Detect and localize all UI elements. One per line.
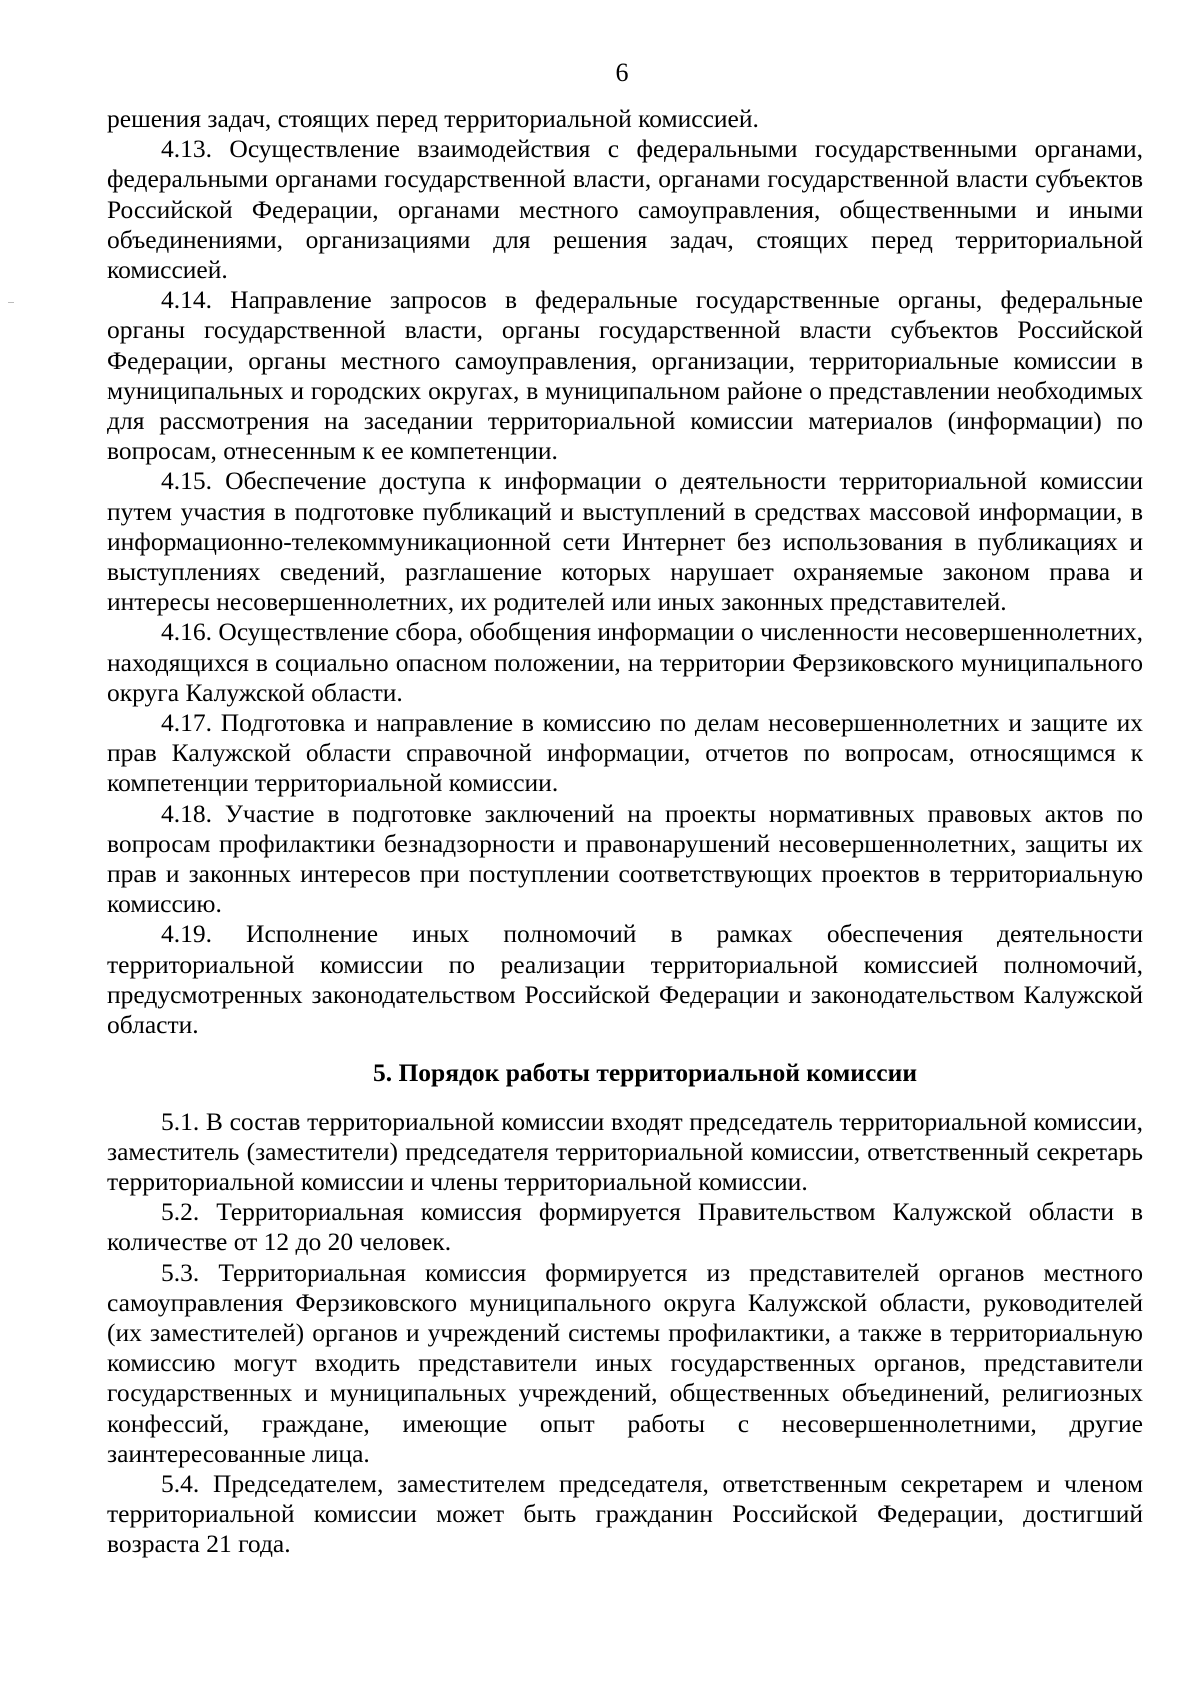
paragraph-4-14: 4.14. Направление запросов в федеральные государственные органы, федеральные органы государственной власти, органы государственной власти субъектов Российской Федерации, органы местного самоуправления, организации, территориальные комиссии в муниципальных и городских округах, в муниципальном районе о представлении необходимых для рассмотрения на заседании территориальной комиссии материалов (информации) по вопросам, отнесенным к ее компетенции. [107, 285, 1143, 466]
paragraph-continuation: решения задач, стоящих перед территориальной комиссией. [107, 104, 759, 133]
paragraph-4-15: 4.15. Обеспечение доступа к информации о деятельности территориальной комиссии путем участия в подготовке публикаций и выступлений в средствах массовой информации, в информационно-телекоммуникационной сети Интернет без использования в публикациях и выступлениях сведений, разглашение которых нарушает охраняемые законом права и интересы несовершеннолетних, их родителей или иных законных представителей. [107, 466, 1143, 617]
document-body [107, 104, 1143, 1560]
paragraph-4-19: 4.19. Исполнение иных полномочий в рамках обеспечения деятельности территориальной комиссии по реализации территориальной комиссией полномочий, предусмотренных законодательством Российской Федерации и законодательством Калужской области. [107, 919, 1143, 1040]
paragraph-5-2: 5.2. Территориальная комиссия формируется Правительством Калужской области в количестве от 12 до 20 человек. [107, 1197, 1143, 1257]
scan-artifact-mark [8, 302, 14, 303]
paragraph-4-13: 4.13. Осуществление взаимодействия с федеральными государственными органами, федеральными органами государственной власти, органами государственной власти субъектов Российской Федерации, органами местного самоуправления, общественными и иными объединениями, организациями для решения задач, стоящих перед территориальной комиссией. [107, 134, 1143, 285]
paragraph-5-3: 5.3. Территориальная комиссия формируется из представителей органов местного самоуправления Ферзиковского муниципального округа Калужской области, руководителей (их заместителей) органов и учреждений системы профилактики, а также в территориальную комиссию могут входить представители иных государственных органов, представители государственных и муниципальных учреждений, общественных объединений, религиозных конфессий, граждане, имеющие опыт работы с несовершеннолетними, другие заинтересованные лица. [107, 1257, 1143, 1468]
paragraph-5-4: 5.4. Председателем, заместителем председателя, ответственным секретарем и членом территориальной комиссии может быть гражданин Российской Федерации, достигший возраста 21 года. [107, 1468, 1143, 1559]
paragraph-5-1: 5.1. В состав территориальной комиссии входят председатель территориальной комиссии, заместитель (заместители) председателя территориальной комиссии, ответственный секретарь территориальной комиссии и члены территориальной комиссии. [107, 1106, 1143, 1196]
paragraph-4-17: 4.17. Подготовка и направление в комиссию по делам несовершеннолетних и защите их прав Калужской области справочной информации, отчетов по вопросам, относящимся к компетенции территориальной комиссии. [107, 708, 1143, 798]
paragraph-4-18: 4.18. Участие в подготовке заключений на проекты нормативных правовых актов по вопросам профилактики безнадзорности и правонарушений несовершеннолетних, защиты их прав и законных интересов при поступлении соответствующих проектов в территориальную комиссию. [107, 798, 1143, 919]
section-heading: 5. Порядок работы территориальной комиссии [372, 1058, 918, 1088]
page-number: 6 [615, 58, 629, 87]
paragraph-4-16: 4.16. Осуществление сбора, обобщения информации о численности несовершеннолетних, находящихся в социально опасном положении, на территории Ферзиковского муниципального округа Калужской области. [107, 617, 1143, 707]
